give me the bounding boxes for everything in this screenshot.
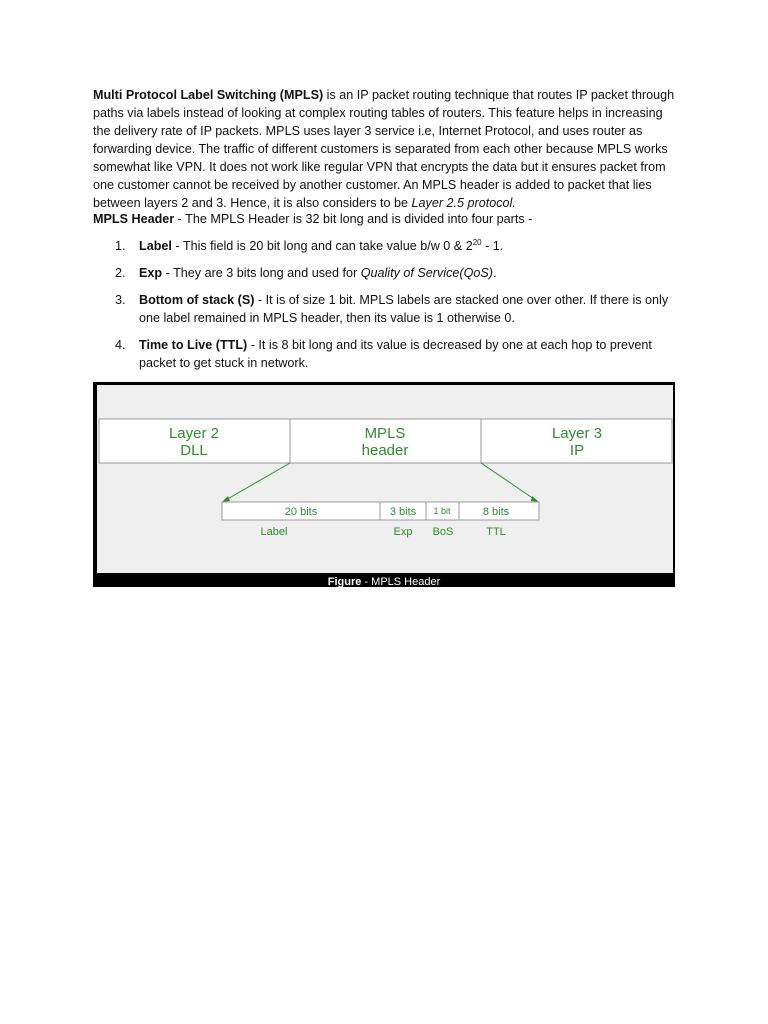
mpls-diagram (93, 382, 675, 587)
figure-caption-bold: Figure (327, 576, 362, 587)
intro-paragraph (93, 86, 675, 212)
field-text: - This field is 20 bit long and can take value b/w 0 & 2 (171, 239, 473, 253)
segment-exp-bits: 3 bits (389, 506, 417, 518)
list-item (93, 291, 675, 327)
header-fields-list (93, 237, 675, 381)
mpls-header-term: MPLS Header (93, 212, 175, 226)
list-number: 1. (115, 239, 126, 253)
intro-text: is an IP packet routing technique that routes IP packet through paths via labels instead of looking at complex routing tables of routers. This feature helps in increasing the delivery rate of IP packets. MPLS uses layer 3 service i.e, Internet Protocol, and uses router as forwarding device. The traffic of different customers is separated from each other because MPLS works somewhat like VPN. It does not work like regular VPN that encrypts the data but it ensures packet from one customer cannot be received by another customer. An MPLS header is added to packet that lies between layers 2 and 3. Hence, it is also considers to be (93, 88, 675, 210)
layer2-line1: Layer 2 (168, 425, 220, 442)
segment-bos-bits: 1 bit (433, 506, 451, 516)
mpls-line2: header (361, 442, 409, 459)
field-term: Time to Live (TTL) (139, 338, 248, 352)
mpls-header-line (93, 210, 675, 228)
field-text-tail: - 1. (481, 239, 504, 253)
segment-label-name: Label (260, 526, 288, 538)
list-item (93, 336, 675, 372)
list-item (93, 264, 675, 282)
field-text: - It is 8 bit long and its value is decreased by one at each hop to prevent packet to get stuck in network. (139, 338, 652, 370)
layer3-line2: IP (569, 442, 585, 459)
mpls-header-figure (93, 382, 675, 587)
field-term: Label (139, 239, 172, 253)
mpls-line1: MPLS (364, 425, 406, 442)
list-number: 4. (115, 338, 126, 352)
layer3-line1: Layer 3 (551, 425, 603, 442)
field-term: Bottom of stack (S) (139, 293, 255, 307)
field-text: - It is of size 1 bit. MPLS labels are stacked one over other. If there is only one label remained in MPLS header, then its value is 1 otherwise 0. (139, 293, 669, 325)
segment-ttl-name: TTL (486, 526, 506, 538)
list-item (93, 237, 675, 255)
figure-caption (328, 576, 441, 587)
list-number: 2. (115, 266, 126, 280)
intro-term: Multi Protocol Label Switching (MPLS) (93, 88, 324, 102)
segment-ttl-bits: 8 bits (482, 506, 510, 518)
figure-caption-rest: - MPLS Header (361, 576, 441, 587)
figure-panel (97, 385, 673, 573)
list-number: 3. (115, 293, 126, 307)
segment-exp-name: Exp (393, 526, 413, 538)
field-text-tail: . (492, 266, 497, 280)
segment-bos-name: BoS (432, 526, 454, 538)
mpls-header-text: - The MPLS Header is 32 bit long and is divided into four parts - (174, 212, 533, 226)
field-superscript: 20 (472, 237, 482, 247)
intro-italic: Layer 2.5 protocol. (411, 196, 516, 210)
layer2-line2: DLL (180, 442, 208, 459)
segment-label-bits: 20 bits (284, 506, 318, 518)
field-term: Exp (139, 266, 163, 280)
field-text: - They are 3 bits long and used for (162, 266, 361, 280)
field-italic: Quality of Service(QoS) (360, 266, 493, 280)
